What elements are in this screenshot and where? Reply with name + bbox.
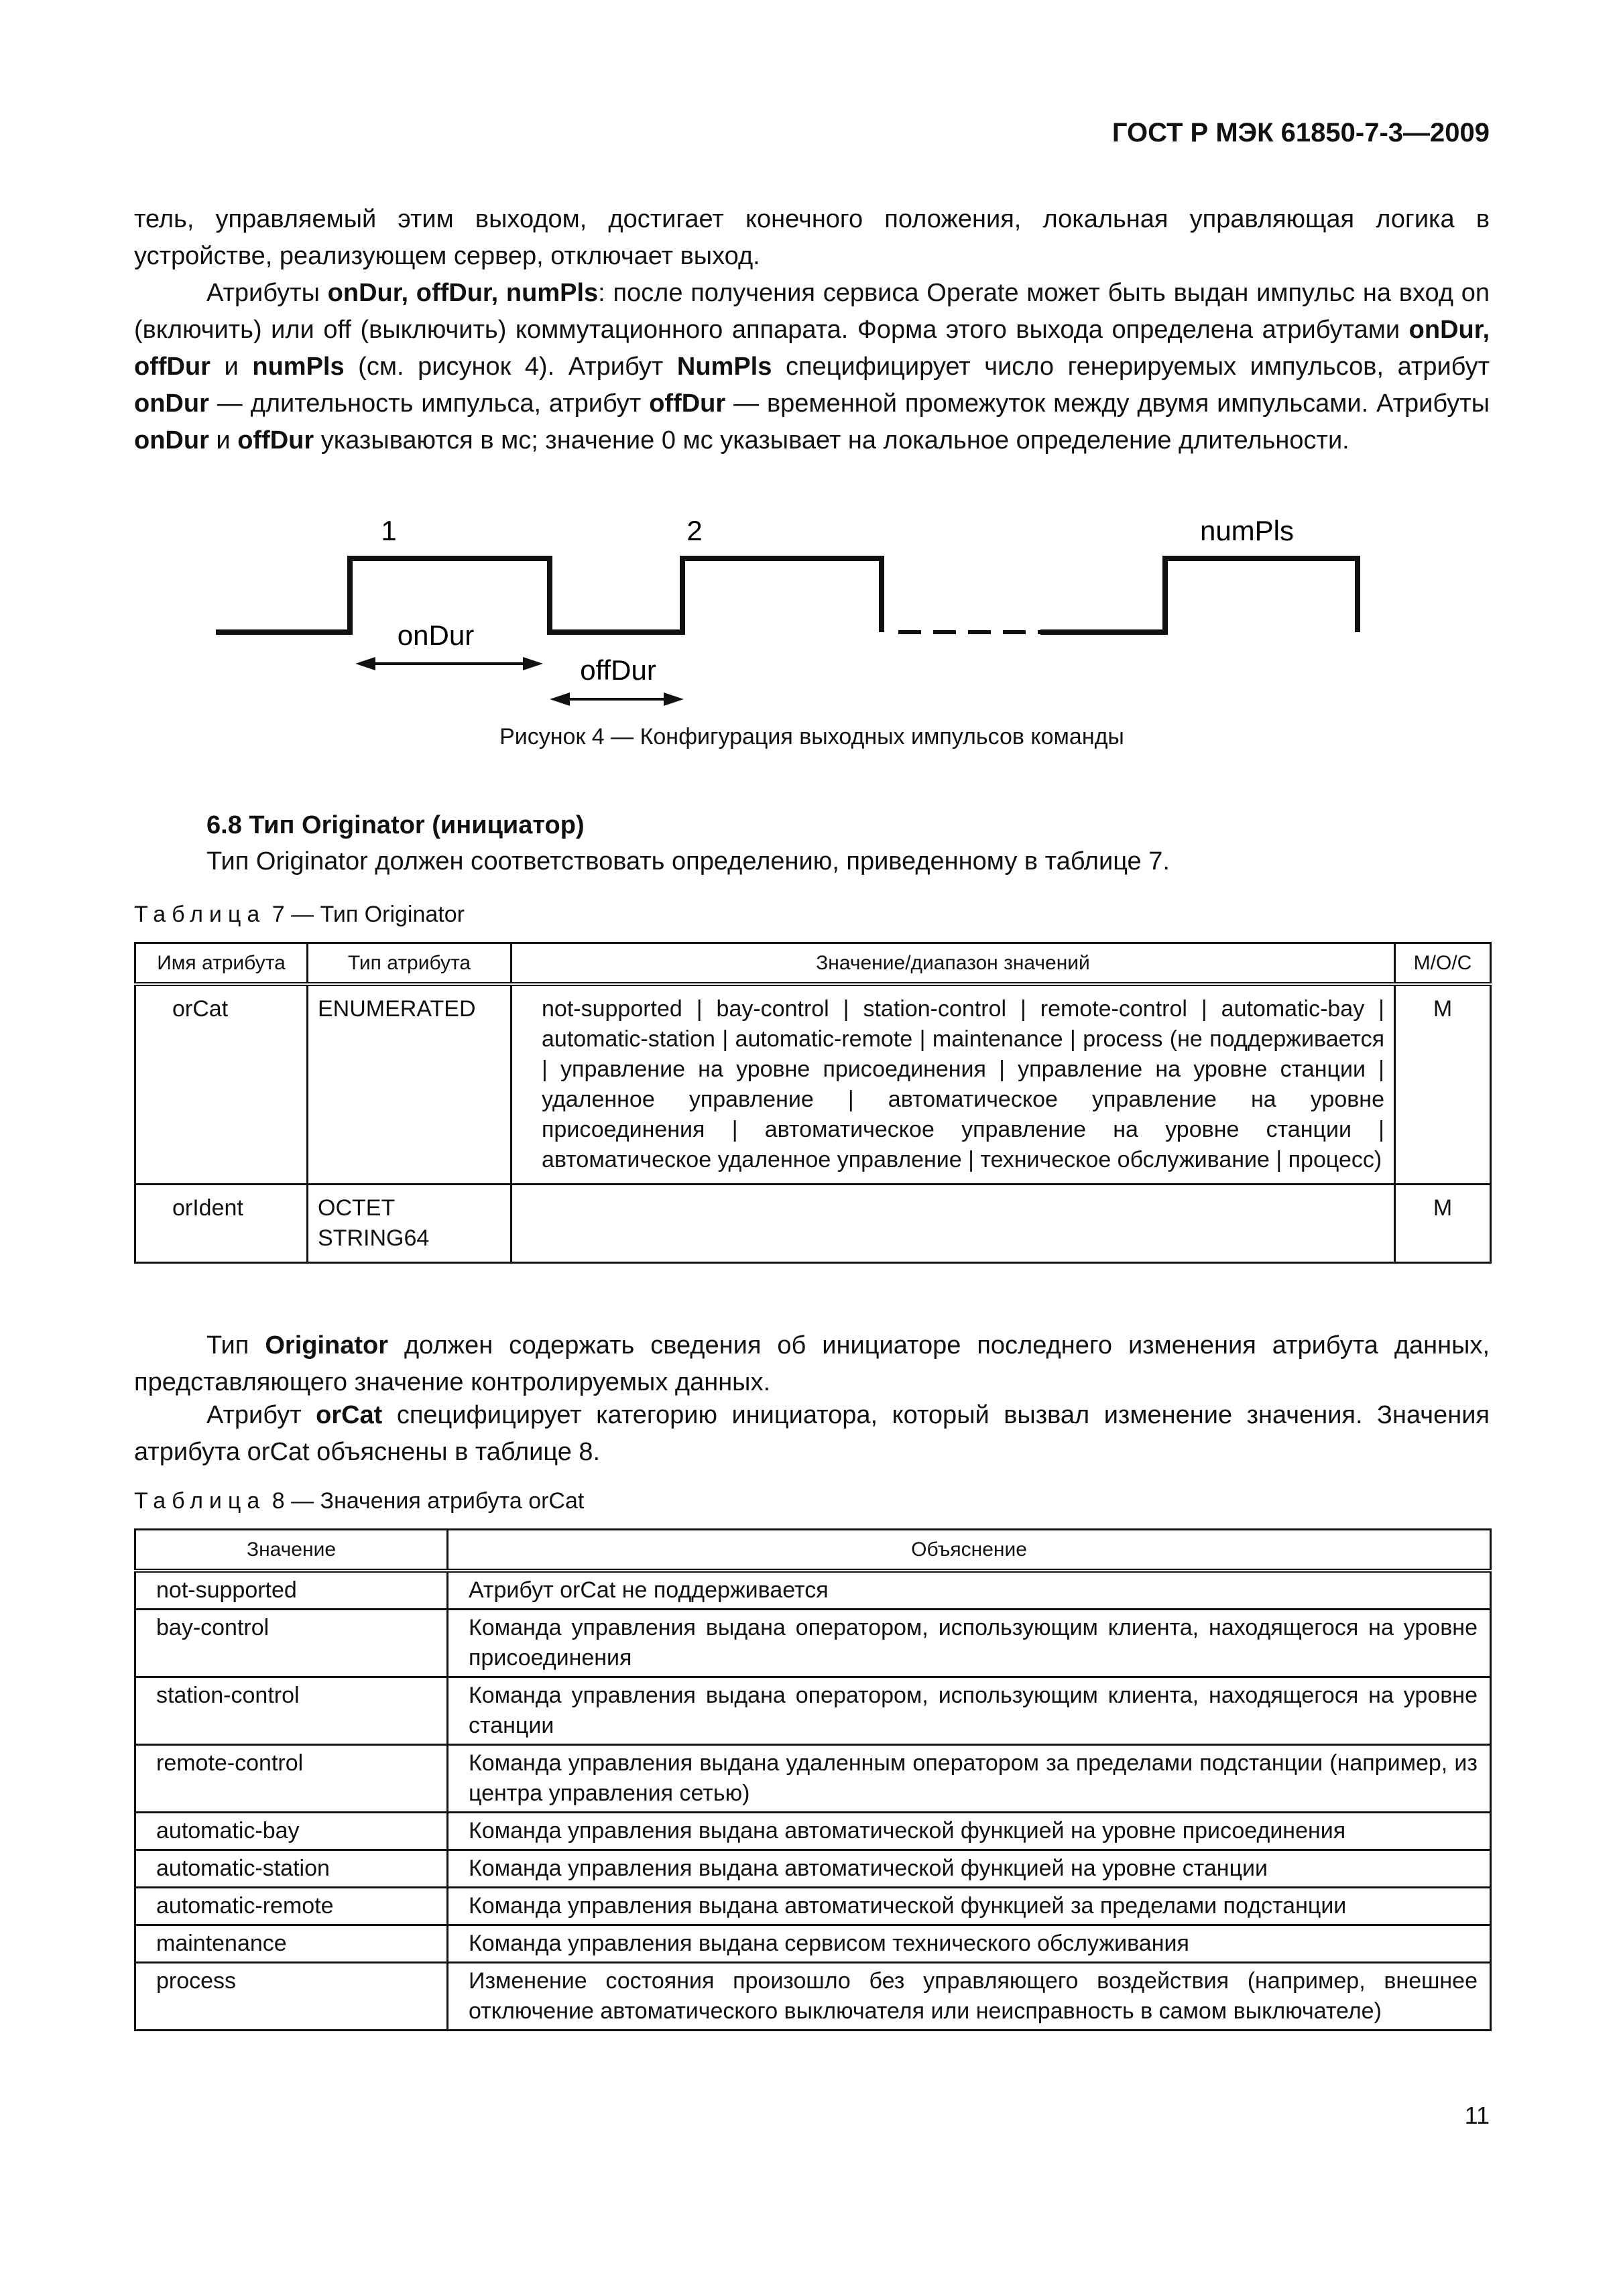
cell-explanation: Команда управления выдана сервисом технического обслуживания [448,1925,1491,1963]
page-header-doc-id: ГОСТ Р МЭК 61850-7-3—2009 [1111,118,1490,147]
bold-term: onDur [134,389,209,418]
text-run: Атрибуты [206,279,328,307]
cell-value: not-supported [135,1571,448,1610]
table8-orcat-values [134,1528,1492,2031]
cell-moc: M [1395,1185,1491,1263]
table7-originator [134,942,1492,1264]
text-run: специфицирует категорию инициатора, который вызвал изменение значения. Значения атрибута orCat объяснены в таблице 8. [134,1401,1490,1466]
caption-text: 8 — Значения атрибута orCat [265,1488,585,1514]
cell-value-range [512,1185,1395,1263]
cell-value: remote-control [135,1745,448,1813]
table-header-row [135,1530,1491,1571]
paragraph-orcat [134,1397,1490,1471]
section-intro: Тип Originator должен соответствовать определению, приведенному в таблице 7. [206,847,1170,875]
text-run: и [208,426,238,455]
text-run: — длительность импульса, атрибут [208,389,650,418]
cell-moc: M [1395,984,1491,1185]
cell-explanation: Команда управления выдана оператором, использующим клиента, находящегося на уровне станции [448,1677,1491,1745]
paragraph-continuation: тель, управляемый этим выходом, достигает конечного положения, локальная управляющая логика в устройстве, реализующем сервер, отключает выход. [134,205,1490,270]
bold-term: offDur [649,389,726,418]
cell-value: process [135,1963,448,2031]
page-number: 11 [1464,2102,1490,2129]
pulse-waveform-last [1040,558,1358,632]
column-header: Объяснение [448,1530,1491,1571]
ondur-label: onDur [397,619,475,651]
arrow-head [664,692,684,706]
bold-term: onDur, offDur [134,316,1490,381]
caption-label: Таблица [134,902,266,927]
cell-value: maintenance [135,1925,448,1963]
pulse-2-label: 2 [686,515,703,546]
column-header: Значение/диапазон значений [512,943,1395,985]
table-row [135,1745,1491,1813]
cell-explanation: Команда управления выдана автоматической функцией за пределами подстанции [448,1888,1491,1925]
pulse-n-label: numPls [1199,515,1295,546]
cell-explanation: Команда управления выдана удаленным оператором за пределами подстанции (например, из центра управления сетью) [448,1745,1491,1813]
cell-value: automatic-station [135,1850,448,1888]
section-heading: 6.8 Тип Originator (инициатор) [206,811,585,839]
cell-attribute-type: ENUMERATED [308,984,512,1185]
arrow-head [550,692,570,706]
offdur-label: offDur [580,654,656,686]
table-row [135,1850,1491,1888]
table-row [135,1925,1491,1963]
cell-explanation: Изменение состояния произошло без управляющего воздействия (например, внешнее отключение автоматического выключателя или неисправность в самом выключателе) [448,1963,1491,2031]
figure-caption: Рисунок 4 — Конфигурация выходных импульсов команды [499,724,1124,749]
pulse-diagram [0,496,1623,744]
text-run: Атрибут [206,1401,316,1429]
cell-explanation: Команда управления выдана автоматической функцией на уровне станции [448,1850,1491,1888]
table-header-row [135,943,1491,985]
text-run: и [210,353,253,381]
bold-term: orCat [316,1401,383,1429]
table8-caption [134,1488,584,1514]
bold-term: onDur, offDur, numPls [327,279,599,307]
column-header: Имя атрибута [135,943,308,985]
table-row [135,1677,1491,1745]
table-row [135,1571,1491,1610]
table-row [135,1610,1491,1677]
caption-label: Таблица [134,1488,266,1514]
bold-term: numPls [252,353,345,381]
paragraph-pulse-attributes [134,275,1490,459]
pulse-waveform [216,558,882,632]
table-row [135,1963,1491,2031]
text-run: указываются в мс; значение 0 мс указывает на локальное определение длительности. [314,426,1349,455]
text-run: : после получения сервиса Operate может быть выдан импульс на вход on (включить) или off (выключить) коммутационного аппарата. Форма этого выхода определена атрибутами [134,279,1490,344]
text-run: специфицирует число генерируемых импульсов, атрибут [772,353,1490,381]
arrow-head [355,657,375,670]
cell-value: automatic-remote [135,1888,448,1925]
cell-attribute-name: orCat [135,984,308,1185]
bold-term: offDur [237,426,314,455]
cell-attribute-name: orIdent [135,1185,308,1263]
cell-value: station-control [135,1677,448,1745]
bold-term: NumPls [676,353,772,381]
cell-explanation: Команда управления выдана оператором, использующим клиента, находящегося на уровне присоединения [448,1610,1491,1677]
text-run: — временной промежуток между двумя импульсами. Атрибуты [725,389,1490,418]
arrow-head [523,657,543,670]
cell-explanation: Атрибут orCat не поддерживается [448,1571,1491,1610]
cell-value: automatic-bay [135,1813,448,1850]
bold-term: onDur [134,426,209,455]
table-row [135,1185,1491,1263]
text-run: должен содержать сведения об инициаторе последнего изменения атрибута данных, представляющего значение контролируемых данных. [134,1331,1490,1396]
text-run: (см. рисунок 4). Атрибут [344,353,677,381]
table-row [135,1813,1491,1850]
table-row [135,984,1491,1185]
bold-term: Originator [265,1331,389,1360]
table-row [135,1888,1491,1925]
cell-value: bay-control [135,1610,448,1677]
paragraph-originator [134,1327,1490,1401]
cell-explanation: Команда управления выдана автоматической функцией на уровне присоединения [448,1813,1491,1850]
column-header: M/O/C [1395,943,1491,985]
pulse-1-label: 1 [381,515,397,546]
cell-attribute-type: OCTET STRING64 [308,1185,512,1263]
column-header: Значение [135,1530,448,1571]
text-run: Тип [206,1331,265,1360]
caption-text: 7 — Тип Originator [265,902,465,927]
cell-value-range: not-supported | bay-control | station-control | remote-control | automatic-bay | automatic-station | automatic-remote | maintenance | process (не поддерживается | управление на уровне присоединения | управление на уровне станции | удаленное управление | автоматическое управление на уровне присоединения | автоматическое управление на уровне станции | автоматическое удаленное управление | техническое обслуживание | процесс) [512,984,1395,1185]
column-header: Тип атрибута [308,943,512,985]
table7-caption [134,902,465,928]
